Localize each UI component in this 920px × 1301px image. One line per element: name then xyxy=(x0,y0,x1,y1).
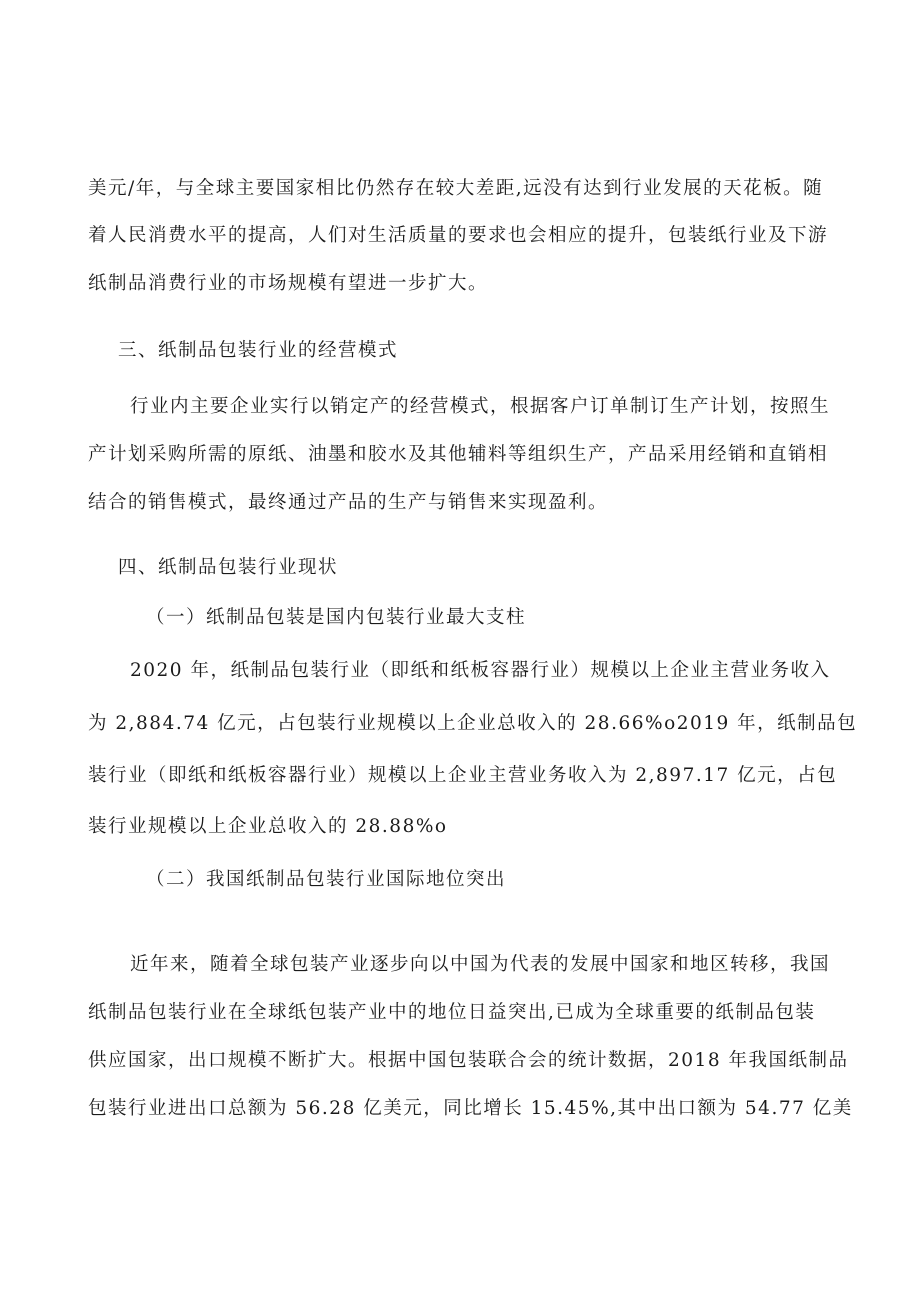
para2-line-3: 结合的销售模式，最终通过产品的生产与销售来实现盈利。 xyxy=(88,492,609,513)
section-heading-4: 四、纸制品包装行业现状 xyxy=(118,557,339,578)
para1-line-3: 纸制品消费行业的市场规模有望进一步扩大。 xyxy=(88,273,489,294)
para2-line-2: 产计划采购所需的原纸、油墨和胶水及其他辅料等组织生产，产品采用经销和直销相 xyxy=(88,444,829,465)
para3-line-2: 为 2,884.74 亿元，占包装行业规模以上企业总收入的 28.66%o2019 年，纸制品包 xyxy=(88,713,858,734)
para1-line-1: 美元/年，与全球主要国家相比仍然存在较大差距,远没有达到行业发展的天花板。随 xyxy=(88,178,824,199)
para4-line-2: 纸制品包装行业在全球纸包装产业中的地位日益突出,已成为全球重要的纸制品包装 xyxy=(88,1002,816,1023)
para3-line-3: 装行业（即纸和纸板容器行业）规模以上企业主营业务收入为 2,897.17 亿元，占包 xyxy=(88,765,838,786)
section-heading-3: 三、纸制品包装行业的经营模式 xyxy=(118,340,399,361)
para3-line-4: 装行业规模以上企业总收入的 28.88%o xyxy=(88,816,448,837)
para4-line-4: 包装行业进出口总额为 56.28 亿美元，同比增长 15.45%,其中出口额为 54.77 亿美 xyxy=(88,1098,853,1119)
para4-line-1: 近年来，随着全球包装产业逐步向以中国为代表的发展中国家和地区转移，我国 xyxy=(130,954,831,975)
subsection-heading-2: （二）我国纸制品包装行业国际地位突出 xyxy=(146,869,507,890)
subsection-heading-1: （一）纸制品包装是国内包装行业最大支柱 xyxy=(146,607,527,628)
para3-line-1: 2020 年，纸制品包装行业（即纸和纸板容器行业）规模以上企业主营业务收入 xyxy=(130,660,831,681)
para4-line-3: 供应国家，出口规模不断扩大。根据中国包装联合会的统计数据，2018 年我国纸制品 xyxy=(88,1050,849,1071)
para1-line-2: 着人民消费水平的提高，人们对生活质量的要求也会相应的提升，包装纸行业及下游 xyxy=(88,225,829,246)
para2-line-1: 行业内主要企业实行以销定产的经营模式，根据客户订单制订生产计划，按照生 xyxy=(130,396,831,417)
